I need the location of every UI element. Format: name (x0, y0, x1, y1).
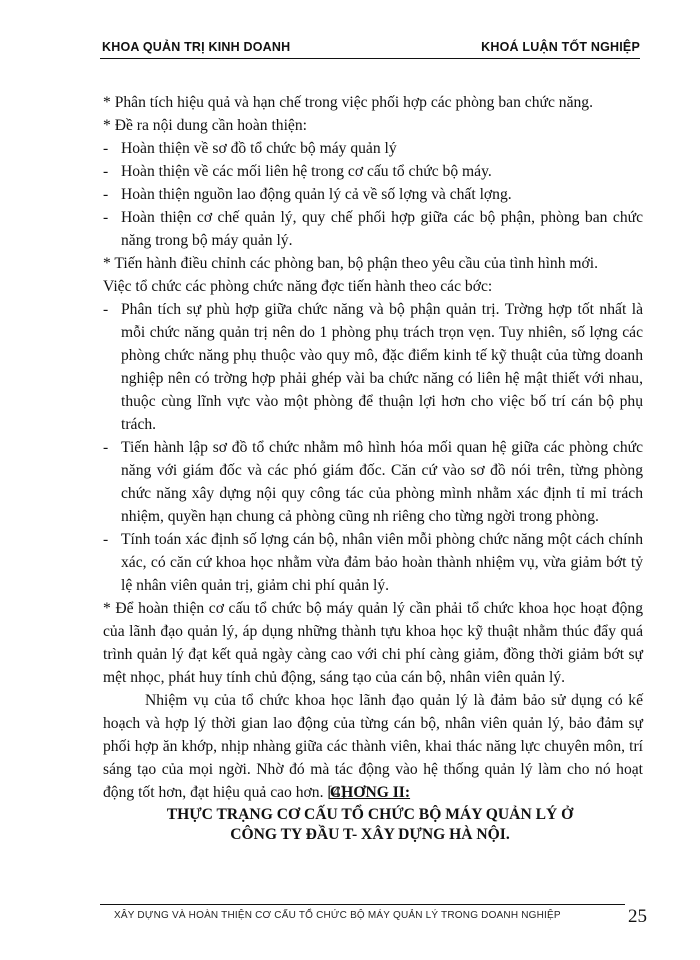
paragraph: * Để hoàn thiện cơ cấu tổ chức bộ máy quản lý cần phải tổ chức khoa học hoạt động của lãnh đạo quản lý, áp dụng những thành tựu khoa học kỹ thuật nhằm thúc đẩy quá trình quản lý đạt kết quả ngày càng cao với chi phí càng giảm, đồng thời giảm bớt sự mệt nhọc, phát huy tính chủ động, sáng tạo của cán bộ, nhân viên quản lý. (103, 600, 643, 686)
chapter-label: CHƠNG II: (329, 784, 411, 801)
list-item (103, 160, 643, 183)
paragraph: * Tiến hành điều chỉnh các phòng ban, bộ phận theo yêu cầu của tình hình mới. (103, 255, 599, 272)
dash-bullet: - (103, 301, 109, 318)
list-item (103, 137, 643, 160)
paragraph: * Đề ra nội dung cần hoàn thiện: (103, 117, 307, 134)
page-body (103, 91, 643, 804)
list-item-text: Tính toán xác định số lợng cán bộ, nhân viên mỗi phòng chức năng một cách chính xác, có căn cứ khoa học nhằm vừa đảm bảo hoàn thành nhiệm vụ, vừa giảm bớt tỷ lệ nhân viên quản trị, giảm chi phí quản lý. (121, 531, 643, 594)
dash-bullet: - (103, 186, 109, 203)
list-item (103, 436, 643, 528)
chapter-title-line: THỰC TRẠNG CƠ CẤU TỔ CHỨC BỘ MÁY QUẢN LÝ Ở (166, 806, 574, 823)
list-item (103, 206, 643, 252)
dash-bullet: - (103, 209, 109, 226)
list-item-text: Tiến hành lập sơ đồ tổ chức nhằm mô hình hóa mối quan hệ giữa các phòng chức năng với giám đốc và các phó giám đốc. Căn cứ vào sơ đồ nói trên, từng phòng chức năng xây dựng nội quy công tác của phòng mình nhằm xác định tỉ mỉ trách nhiệm, quyền hạn chung cả phòng cũng nh riêng cho từng ngời trong phòng. (121, 439, 643, 525)
dash-bullet: - (103, 163, 109, 180)
paragraph: * Phân tích hiệu quả và hạn chế trong việc phối hợp các phòng ban chức năng. (103, 94, 593, 111)
chapter-heading (100, 783, 640, 845)
list-item-text: Hoàn thiện nguồn lao động quản lý cả về số lợng và chất lợng. (121, 186, 512, 203)
dash-bullet: - (103, 140, 109, 157)
paragraph: Nhiệm vụ của tổ chức khoa học lãnh đạo quản lý là đảm bảo sử dụng có kế hoạch và hợp lý thời gian lao động của từng cán bộ, nhân viên quản lý, bảo đảm sự phối hợp ăn khớp, nhịp nhàng giữa các thành viên, khai thác năng lực chuyên môn, trí sáng tạo của mọi ngời. Nhờ đó mà tác động vào hệ thống quản lý làm cho nó hoạt động tốt hơn, đạt hiệu quả cao hơn. [4] (103, 692, 643, 801)
page-header (100, 38, 640, 59)
header-thesis: KHOÁ LUẬN TỐT NGHIỆP (481, 40, 640, 54)
page-footer (100, 904, 625, 927)
footer-title: XÂY DỰNG VÀ HOÀN THIỆN CƠ CẤU TỔ CHỨC BỘ MÁY QUẢN LÝ TRONG DOANH NGHIỆP (114, 910, 561, 921)
list-item-text: Hoàn thiện về sơ đồ tổ chức bộ máy quản lý (121, 140, 397, 157)
list-item (103, 298, 643, 436)
paragraph: Việc tổ chức các phòng chức năng đợc tiến hành theo các bớc: (103, 278, 493, 295)
dash-bullet: - (103, 439, 109, 456)
list-item (103, 528, 643, 597)
list-item (103, 183, 643, 206)
page-number: 25 (628, 906, 647, 927)
dash-bullet: - (103, 531, 109, 548)
list-item-text: Hoàn thiện về các mối liên hệ trong cơ cấu tổ chức bộ máy. (121, 163, 492, 180)
list-item-text: Phân tích sự phù hợp giữa chức năng và bộ phận quản trị. Trờng hợp tốt nhất là mỗi chức năng quản trị nên do 1 phòng phụ trách trọn vẹn. Tuy nhiên, số lợng các phòng chức năng phụ thuộc vào quy mô, đặc điểm kinh tế kỹ thuật của từng doanh nghiệp nên có trờng hợp phải ghép vài ba chức năng có liên hệ mật thiết với nhau, thuộc cùng lĩnh vực vào một phòng để thuận lợi hơn cho việc bố trí cán bộ phụ trách. (121, 301, 643, 433)
chapter-title-line: CÔNG TY ĐẦU T- XÂY DỰNG HÀ NỘI. (230, 826, 510, 843)
list-item-text: Hoàn thiện cơ chế quản lý, quy chế phối hợp giữa các bộ phận, phòng ban chức năng trong bộ máy quản lý. (121, 209, 643, 249)
header-faculty: KHOA QUẢN TRỊ KINH DOANH (102, 40, 291, 54)
